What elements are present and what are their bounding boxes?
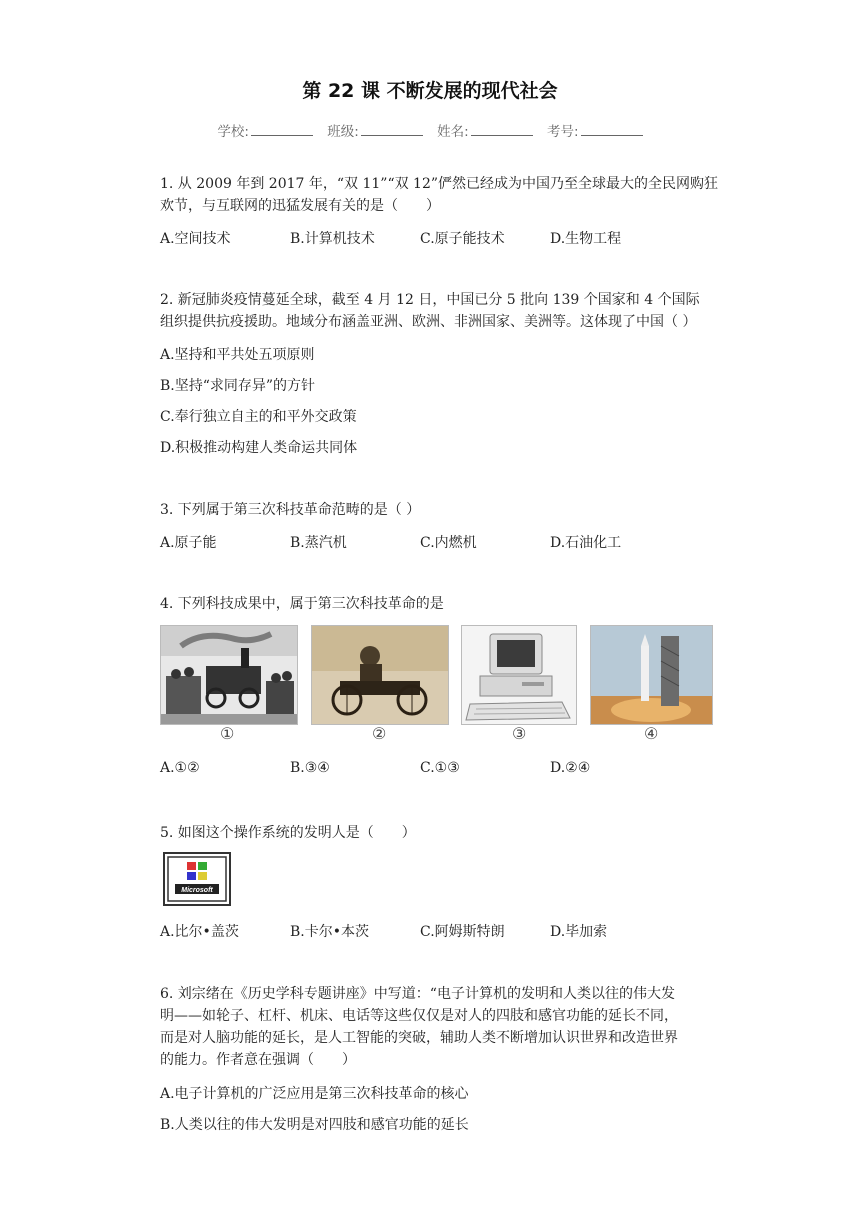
q6-option-b[interactable]: B.人类以往的伟大发明是对四肢和感官功能的延长 [160,1117,469,1133]
microsoft-logo-text: Microsoft [181,887,213,894]
exam-no-blank [581,122,643,136]
question-2-stem [160,289,740,333]
q5-option-d[interactable]: D.毕加索 [550,924,608,940]
q3-option-c[interactable]: C.内燃机 [420,535,477,551]
q2-option-b[interactable]: B.坚持“求同存异”的方针 [160,378,316,394]
question-6-stem [160,983,740,1071]
student-info-line [0,120,860,140]
question-3-stem: 3. 下列属于第三次科技革命范畴的是（ ） [160,502,421,518]
school-blank [251,122,313,136]
q5-option-a[interactable]: A.比尔•盖茨 [160,924,239,940]
q5-option-c[interactable]: C.阿姆斯特朗 [420,924,505,940]
question-text-line: 6. 刘宗绪在《历史学科专题讲座》中写道：“电子计算机的发明和人类以往的伟大发 [160,986,675,1002]
q2-option-c[interactable]: C.奉行独立自主的和平外交政策 [160,409,357,425]
class-label: 班级: [327,124,359,140]
name-blank [471,122,533,136]
q3-option-b[interactable]: B.蒸汽机 [290,535,347,551]
question-text-line: 而是对人脑功能的延长，是人工智能的突破，辅助人类不断增加认识世界和改造世界 [160,1030,678,1046]
q1-option-b[interactable]: B.计算机技术 [290,231,375,247]
question-text-line: 的能力。作者意在强调（ ） [160,1052,356,1068]
q1-option-d[interactable]: D.生物工程 [550,231,622,247]
steam-locomotive-image [160,625,298,725]
early-car-image [311,625,449,725]
question-text-line: 2. 新冠肺炎疫情蔓延全球，截至 4 月 12 日，中国已分 5 批向 139 个国家和 4 个国际 [160,292,700,308]
q3-option-d[interactable]: D.石油化工 [550,535,622,551]
q6-option-a[interactable]: A.电子计算机的广泛应用是第三次科技革命的核心 [160,1086,469,1102]
q2-option-a[interactable]: A.坚持和平共处五项原则 [160,347,315,363]
page-title: 第 22 课 不断发展的现代社会 [302,80,558,102]
image-number-4: ④ [644,724,659,743]
image-number-2: ② [372,724,387,743]
q4-option-d[interactable]: D.②④ [550,760,591,776]
q2-option-d[interactable]: D.积极推动构建人类命运共同体 [160,440,358,456]
exam-no-label: 考号: [547,124,579,140]
question-4-stem: 4. 下列科技成果中，属于第三次科技革命的是 [160,596,444,612]
microsoft-logo-image [163,852,231,906]
q5-option-b[interactable]: B.卡尔•本茨 [290,924,369,940]
personal-computer-image [461,625,577,725]
question-1-stem [160,173,740,217]
question-text-line: 1. 从 2009 年到 2017 年，“双 11”“双 12”俨然已经成为中国乃至全球最大的全民网购狂 [160,176,719,192]
name-label: 姓名: [437,124,469,140]
q3-option-a[interactable]: A.原子能 [160,535,217,551]
question-text-line: 组织提供抗疫援助。地域分布涵盖亚洲、欧洲、非洲国家、美洲等。这体现了中国（ ） [160,314,697,330]
rocket-launch-image [590,625,713,725]
q4-option-a[interactable]: A.①② [160,760,200,776]
class-blank [361,122,423,136]
school-label: 学校: [217,124,249,140]
question-text-line: 欢节，与互联网的迅猛发展有关的是（ ） [160,198,440,214]
image-number-1: ① [220,724,235,743]
question-text-line: 明——如轮子、杠杆、机床、电话等这些仅仅是对人的四肢和感官功能的延长不同， [160,1008,678,1024]
q1-option-c[interactable]: C.原子能技术 [420,231,505,247]
q4-option-b[interactable]: B.③④ [290,760,330,776]
q1-option-a[interactable]: A.空间技术 [160,231,231,247]
q4-option-c[interactable]: C.①③ [420,760,460,776]
question-5-stem: 5. 如图这个操作系统的发明人是（ ） [160,825,416,841]
image-number-3: ③ [512,724,527,743]
